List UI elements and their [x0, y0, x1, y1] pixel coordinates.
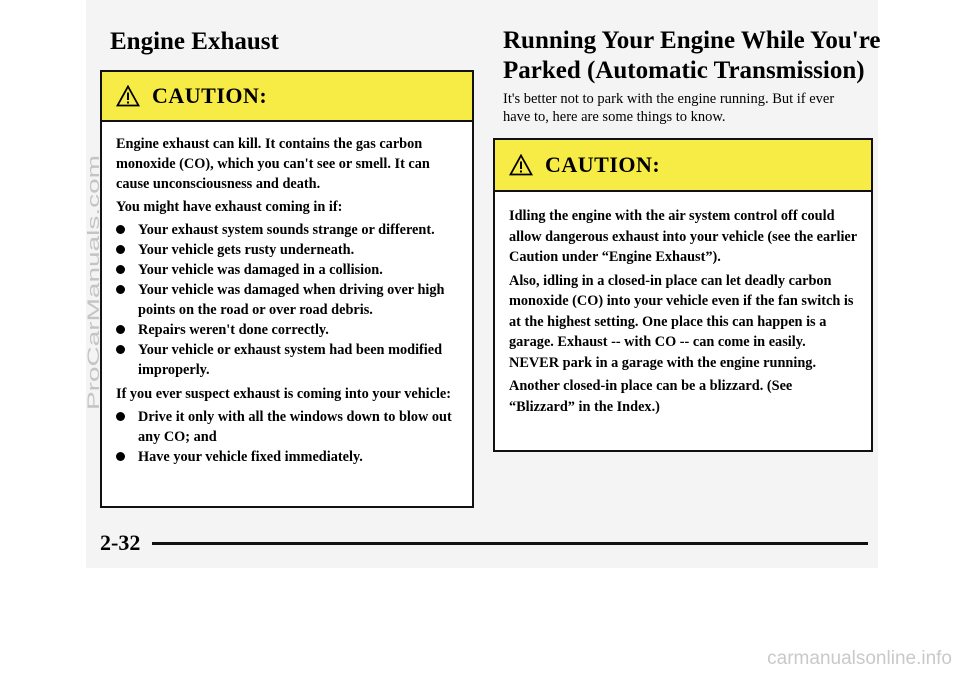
caution-paragraph: Engine exhaust can kill. It contains the gas carbon monoxide (CO), which you can't see or smell. It can cause unconsciousness and death.	[116, 136, 430, 192]
list-item: Your vehicle or exhaust system had been modified improperly.	[116, 340, 458, 380]
caution-paragraph: Idling the engine with the air system control off could allow dangerous exhaust into your vehicle (see the earlier Caution under “Engine Exhaust”).	[509, 208, 857, 265]
list-item: Have your vehicle fixed immediately.	[116, 447, 458, 467]
section-heading-running-engine-parked: Running Your Engine While You're Parked (Automatic Transmission)	[503, 27, 881, 84]
section-heading-engine-exhaust: Engine Exhaust	[110, 28, 279, 55]
caution-paragraph: You might have exhaust coming in if:	[116, 199, 343, 215]
caution-body	[495, 192, 871, 417]
bullet-list	[116, 220, 458, 380]
caution-header	[102, 72, 472, 122]
caution-body	[102, 122, 472, 467]
side-watermark-text: ProCarManuals.com	[84, 255, 103, 410]
caution-box-idling	[493, 138, 873, 452]
caution-paragraph: Another closed-in place can be a blizzard. (See “Blizzard” in the Index.)	[509, 378, 793, 415]
footer-rule	[152, 542, 868, 545]
intro-paragraph: It's better not to park with the engine running. But if ever have to, here are some things to know.	[503, 91, 835, 125]
bottom-watermark: carmanualsonline.info	[767, 648, 952, 669]
list-item: Drive it only with all the windows down to blow out any CO; and	[116, 407, 458, 447]
page-number: 2-32	[100, 530, 141, 555]
caution-label: CAUTION:	[152, 83, 268, 108]
caution-box-engine-exhaust	[100, 70, 474, 508]
list-item: Your vehicle was damaged in a collision.	[116, 260, 458, 280]
list-item: Repairs weren't done correctly.	[116, 320, 458, 340]
list-item: Your exhaust system sounds strange or different.	[116, 220, 458, 240]
list-item: Your vehicle gets rusty underneath.	[116, 240, 458, 260]
list-item: Your vehicle was damaged when driving over high points on the road or over road debris.	[116, 280, 458, 320]
caution-label: CAUTION:	[545, 152, 661, 177]
side-watermark	[84, 150, 104, 420]
bullet-list	[116, 407, 458, 467]
warning-triangle-icon	[116, 85, 140, 107]
caution-header	[495, 140, 871, 192]
warning-triangle-icon	[509, 154, 533, 176]
caution-paragraph: Also, idling in a closed-in place can let deadly carbon monoxide (CO) into your vehicle even if the fan switch is at the highest setting. One place this can happen is a garage. Exhaust -- with CO -- can come in easily. NEVER park in a garage with the engine running.	[509, 272, 854, 371]
caution-paragraph: If you ever suspect exhaust is coming into your vehicle:	[116, 386, 452, 402]
